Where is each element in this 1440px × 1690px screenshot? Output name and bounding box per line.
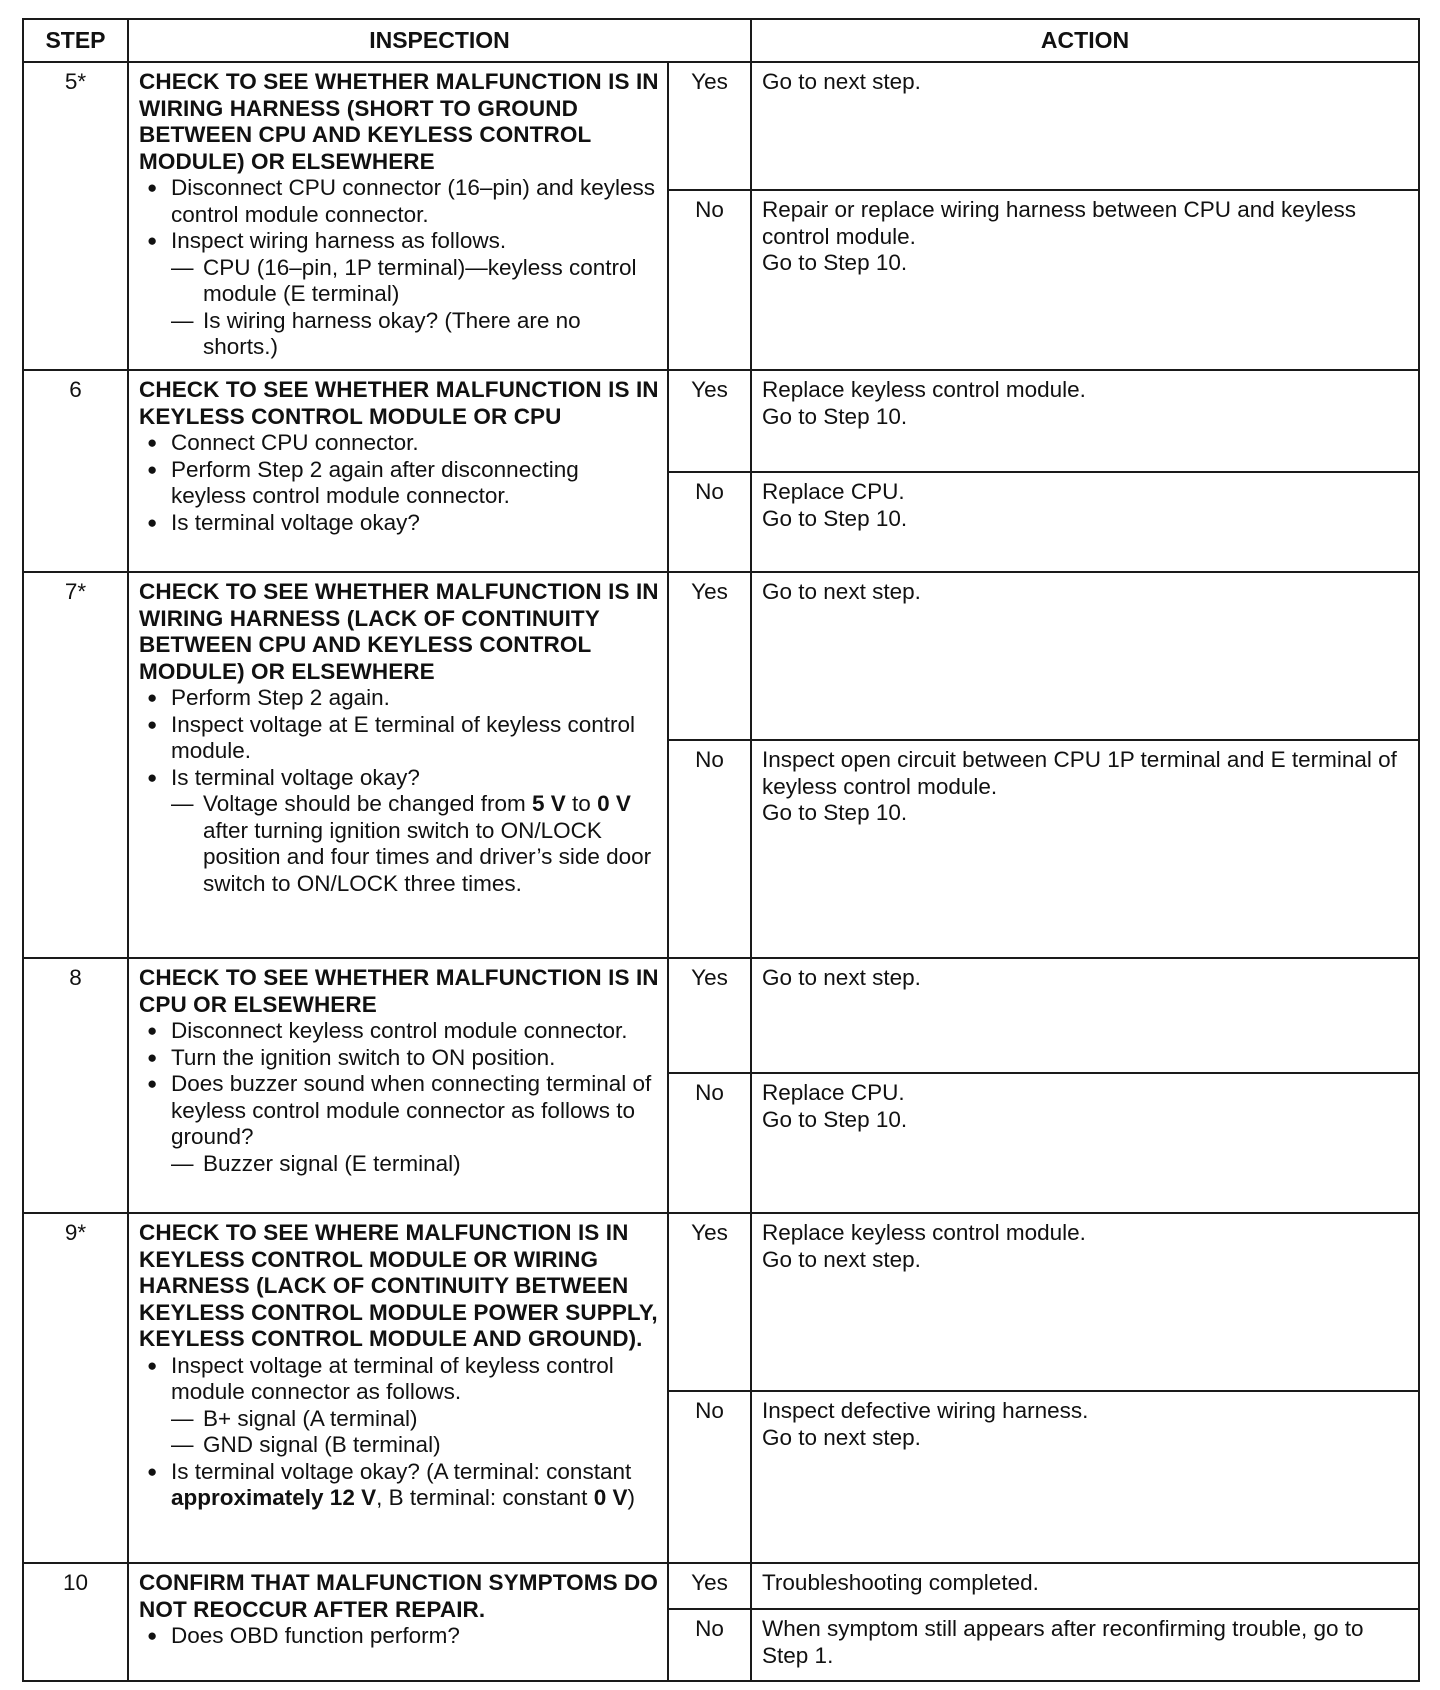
yes-action	[751, 958, 1419, 1073]
troubleshooting-table-page	[22, 18, 1418, 1682]
text-run: to	[565, 791, 598, 816]
yes-action	[751, 1213, 1419, 1391]
inspection-title: CHECK TO SEE WHETHER MALFUNCTION IS IN KEYLESS CONTROL MODULE OR CPU	[139, 377, 659, 429]
no-action	[751, 740, 1419, 958]
list-item-text: Inspect wiring harness as follows.	[171, 228, 507, 253]
action-line: Go to next step.	[762, 69, 921, 94]
step-number: 7*	[23, 572, 128, 958]
list-item: ● Turn the ignition switch to ON position.	[139, 1045, 659, 1072]
inspection-title: CHECK TO SEE WHETHER MALFUNCTION IS IN CPU OR ELSEWHERE	[139, 965, 659, 1017]
inspection-cell	[128, 958, 668, 1213]
action-line: Go to next step.	[762, 1246, 921, 1272]
no-label: No	[668, 1609, 751, 1681]
action-line: Go to next step.	[762, 1424, 921, 1450]
yes-label: Yes	[668, 1213, 751, 1391]
step-number: 10	[23, 1563, 128, 1681]
inspection-title: CHECK TO SEE WHETHER MALFUNCTION IS IN WIRING HARNESS (SHORT TO GROUND BETWEEN CPU AND KEYLESS CONTROL MODULE) OR ELSEWHERE	[139, 69, 659, 174]
step-number: 8	[23, 958, 128, 1213]
no-label: No	[668, 190, 751, 370]
text-run: after turning ignition switch to ON/LOCK position and four times and driver’s side door switch to ON/LOCK three times.	[203, 817, 652, 896]
yes-label: Yes	[668, 370, 751, 472]
action-line: Go to Step 10.	[762, 800, 908, 825]
list-item	[139, 228, 659, 361]
text-run: , B terminal: constant	[376, 1485, 594, 1510]
yes-action	[751, 1563, 1419, 1609]
step-number: 6	[23, 370, 128, 572]
inspection-cell	[128, 572, 668, 958]
table-row	[23, 1213, 1419, 1391]
action-line: When symptom still appears after reconfirming trouble, go to Step 1.	[762, 1616, 1364, 1668]
no-label: No	[668, 740, 751, 958]
list-item-text: Does buzzer sound when connecting terminal of keyless control module connector as follows to ground?	[171, 1071, 652, 1149]
sub-list-item: — Buzzer signal (E terminal)	[171, 1151, 659, 1178]
inspection-cell	[128, 1563, 668, 1681]
bold-value: 5 V	[532, 791, 566, 816]
sub-list-item: — GND signal (B terminal)	[171, 1432, 659, 1459]
bold-value: 0 V	[593, 1485, 628, 1510]
no-label: No	[668, 472, 751, 572]
action-line: Go to next step.	[762, 965, 921, 990]
no-action	[751, 1609, 1419, 1681]
inspection-cell	[128, 1213, 668, 1563]
action-line: Go to Step 10.	[762, 1106, 908, 1132]
yes-action	[751, 572, 1419, 740]
troubleshooting-table	[22, 18, 1420, 1682]
text-run: Voltage should be changed from	[203, 791, 532, 816]
list-item: ● Disconnect CPU connector (16–pin) and keyless control module connector.	[139, 175, 659, 228]
sub-list-item: — B+ signal (A terminal)	[171, 1406, 659, 1433]
action-line: Go to Step 10.	[762, 250, 908, 275]
sub-list-item	[171, 791, 659, 897]
no-label: No	[668, 1073, 751, 1213]
table-row	[23, 572, 1419, 740]
list-item: ● Inspect voltage at E terminal of keyless control module.	[139, 712, 659, 765]
header-action: ACTION	[751, 19, 1419, 62]
list-item: ● Disconnect keyless control module connector.	[139, 1018, 659, 1045]
no-action	[751, 1391, 1419, 1563]
list-item: ● Does OBD function perform?	[139, 1623, 659, 1650]
step-number: 5*	[23, 62, 128, 370]
action-line: Inspect defective wiring harness.	[762, 1398, 1089, 1423]
sub-list-item: — CPU (16–pin, 1P terminal)—keyless control module (E terminal)	[171, 255, 659, 308]
action-line: Inspect open circuit between CPU 1P terminal and E terminal of keyless control module.	[762, 747, 1397, 799]
list-item	[139, 765, 659, 898]
yes-label: Yes	[668, 62, 751, 190]
action-line: Go to Step 10.	[762, 505, 908, 531]
yes-label: Yes	[668, 958, 751, 1073]
text-run: )	[627, 1485, 635, 1510]
inspection-title: CHECK TO SEE WHERE MALFUNCTION IS IN KEYLESS CONTROL MODULE OR WIRING HARNESS (LACK OF CONTINUITY BETWEEN KEYLESS CONTROL MODULE POWER SUPPLY, KEYLESS CONTROL MODULE AND GROUND).	[139, 1220, 658, 1351]
list-item: ● Perform Step 2 again after disconnecting keyless control module connector.	[139, 457, 659, 510]
action-line: Replace CPU.	[762, 479, 905, 504]
text-run: Is terminal voltage okay? (A terminal: constant	[171, 1458, 632, 1484]
no-action	[751, 1073, 1419, 1213]
action-line: Go to next step.	[762, 579, 921, 604]
inspection-cell	[128, 370, 668, 572]
yes-label: Yes	[668, 572, 751, 740]
list-item	[139, 1353, 659, 1459]
no-action	[751, 190, 1419, 370]
table-row	[23, 62, 1419, 190]
table-header-row	[23, 19, 1419, 62]
action-line: Replace CPU.	[762, 1080, 905, 1105]
action-line: Repair or replace wiring harness between CPU and keyless control module.	[762, 197, 1357, 249]
yes-action	[751, 62, 1419, 190]
list-item	[139, 1459, 659, 1512]
list-item: ● Perform Step 2 again.	[139, 685, 659, 712]
step-number: 9*	[23, 1213, 128, 1563]
bold-value: 0 V	[597, 791, 631, 816]
no-action	[751, 472, 1419, 572]
bold-value: approximately 12 V	[171, 1485, 377, 1510]
header-step: STEP	[23, 19, 128, 62]
yes-label: Yes	[668, 1563, 751, 1609]
no-label: No	[668, 1391, 751, 1563]
inspection-title: CONFIRM THAT MALFUNCTION SYMPTOMS DO NOT REOCCUR AFTER REPAIR.	[139, 1570, 658, 1622]
list-item	[139, 1071, 659, 1177]
action-line: Troubleshooting completed.	[762, 1570, 1039, 1595]
action-line: Replace keyless control module.	[762, 1220, 1086, 1245]
table-row	[23, 1563, 1419, 1609]
action-line: Go to Step 10.	[762, 403, 908, 429]
list-item: ● Is terminal voltage okay?	[139, 510, 659, 537]
header-inspection: INSPECTION	[128, 19, 751, 62]
inspection-title: CHECK TO SEE WHETHER MALFUNCTION IS IN WIRING HARNESS (LACK OF CONTINUITY BETWEEN CPU AND KEYLESS CONTROL MODULE) OR ELSEWHERE	[139, 579, 659, 684]
list-item-text: Is terminal voltage okay?	[171, 764, 420, 790]
inspection-cell	[128, 62, 668, 370]
sub-list-item: — Is wiring harness okay? (There are no shorts.)	[171, 308, 659, 361]
list-item-text: Inspect voltage at terminal of keyless control module connector as follows.	[171, 1352, 614, 1404]
action-line: Replace keyless control module.	[762, 377, 1086, 402]
list-item: ● Connect CPU connector.	[139, 430, 659, 457]
table-row	[23, 958, 1419, 1073]
table-row	[23, 370, 1419, 472]
yes-action	[751, 370, 1419, 472]
